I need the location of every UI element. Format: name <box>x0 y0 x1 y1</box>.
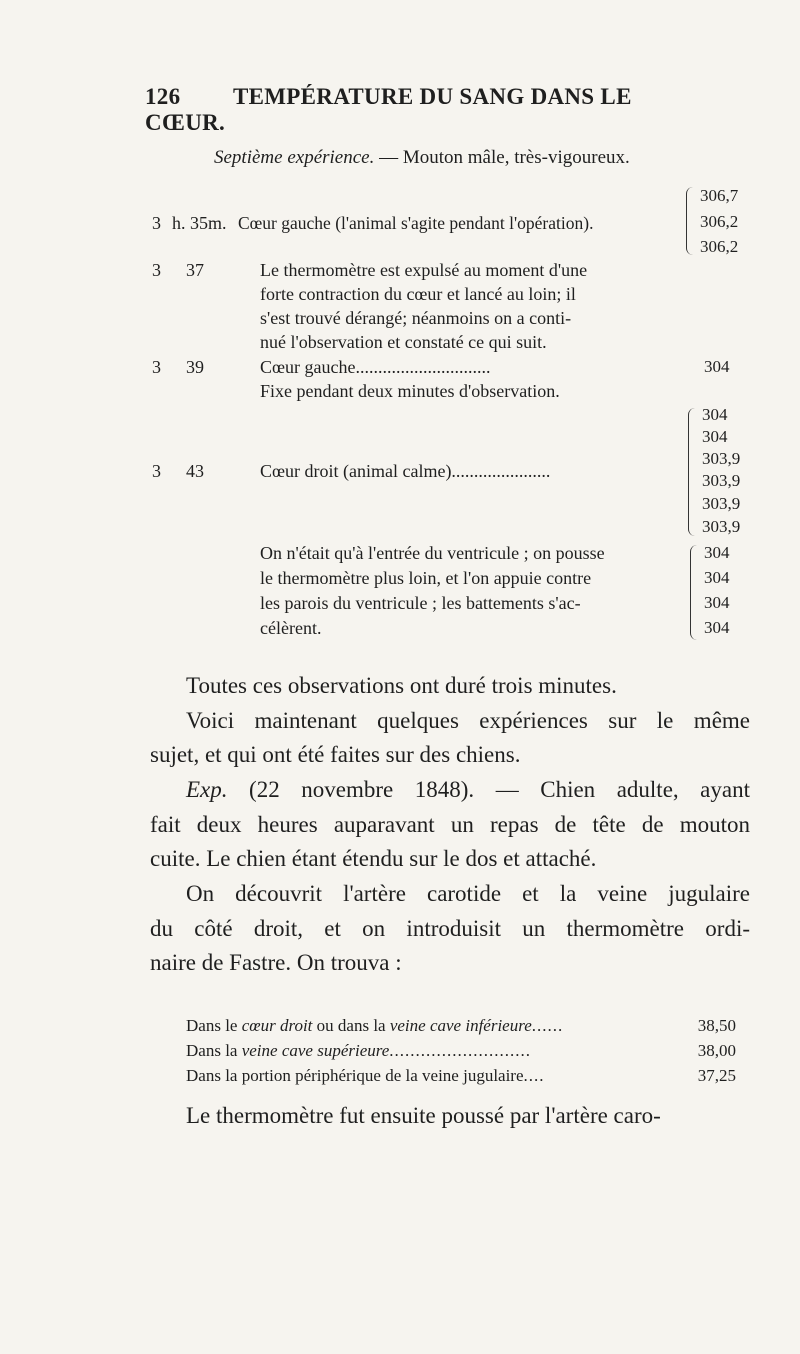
carotid-line-3: naire de Fastre. On trouva : <box>150 950 402 976</box>
measurement-row-3 <box>186 1066 736 1086</box>
reading-3-value: 304 <box>704 357 730 376</box>
reading-4-brace <box>688 408 695 536</box>
final-line: Le thermomètre fut ensuite poussé par l'artère caro- <box>186 1103 661 1128</box>
reading-1-value-2: 306,2 <box>700 212 739 231</box>
ventricle-note-line-1: On n'était qu'à l'entrée du ventricule ; on pousse <box>260 543 605 563</box>
running-header <box>145 84 685 136</box>
page-number: 126 <box>145 84 181 109</box>
reading-2-line-2: forte contraction du cœur et lancé au loin; il <box>260 284 576 304</box>
body-line-3: sujet, et qui ont été faites sur des chiens. <box>150 742 521 768</box>
reading-4-value-6: 303,9 <box>702 517 741 536</box>
measurement-2-label: Dans la veine cave supérieure <box>186 1041 390 1060</box>
reading-3-text: Cœur gauche.............................. <box>260 357 491 377</box>
experiment-title <box>214 147 630 169</box>
body-paragraph-carotid <box>150 877 750 981</box>
reading-2-line-3: s'est trouvé dérangé; néanmoins on a conti- <box>260 308 572 328</box>
reading-4-value-2: 304 <box>702 427 728 446</box>
measurement-row-2 <box>186 1041 736 1061</box>
reading-3-minute: 39 <box>186 357 204 377</box>
reading-2-hour: 3 <box>152 260 161 280</box>
measurement-3-label: Dans la portion périphérique de la veine jugulaire <box>186 1066 524 1085</box>
exp-line-1 <box>150 773 750 808</box>
carotid-line-1: On découvrit l'artère carotide et la veine jugulaire <box>186 881 750 906</box>
reading-3-hour: 3 <box>152 357 161 377</box>
ventricle-note-value-4: 304 <box>704 618 730 637</box>
body-line-2: Voici maintenant quelques expériences sur le même <box>186 707 750 733</box>
running-title: TEMPÉRATURE DU SANG DANS LE CŒUR. <box>145 84 632 135</box>
reading-4-value-4: 303,9 <box>702 471 741 490</box>
measurement-2-value: 38,00 <box>697 1041 736 1060</box>
reading-3-note: Fixe pendant deux minutes d'observation. <box>260 381 560 401</box>
reading-4-hour: 3 <box>152 461 161 481</box>
reading-2-minute: 37 <box>186 260 204 280</box>
measurement-1-dots: ...... <box>531 1016 564 1035</box>
reading-2-line-1: Le thermomètre est expulsé au moment d'une <box>260 260 588 280</box>
experiment-label: Septième expérience. <box>214 147 375 168</box>
exp-line-1-text: (22 novembre 1848). — Chien adulte, ayant <box>227 777 750 802</box>
reading-1-value-3: 306,2 <box>700 237 739 256</box>
experiment-subject: — Mouton mâle, très-vigoureux. <box>374 147 630 168</box>
carotid-line-2: du côté droit, et on introduisit un thermomètre ordi- <box>150 915 750 941</box>
reading-2-line-4: nué l'observation et constaté ce qui suit. <box>260 332 547 352</box>
measurement-row-1 <box>186 1016 736 1036</box>
ventricle-note-brace <box>690 545 697 640</box>
reading-1-text: Cœur gauche (l'animal s'agite pendant l'opération). <box>238 213 594 233</box>
body-paragraph-exp <box>150 773 750 877</box>
body-paragraph-summary <box>150 669 750 773</box>
measurement-3-dots: .... <box>523 1066 545 1085</box>
reading-1-minute: h. 35m. <box>172 213 227 233</box>
ventricle-note-line-3: les parois du ventricule ; les battements s'ac- <box>260 593 581 613</box>
reading-1-value-1: 306,7 <box>700 186 739 205</box>
body-line-1: Toutes ces observations ont duré trois minutes. <box>186 673 617 698</box>
ventricle-note-value-3: 304 <box>704 593 730 612</box>
measurement-3-value: 37,25 <box>697 1066 736 1085</box>
measurement-2-dots: ........................... <box>389 1041 532 1060</box>
ventricle-note-line-4: célèrent. <box>260 618 322 638</box>
ventricle-note-line-2: le thermomètre plus loin, et l'on appuie contre <box>260 568 592 588</box>
reading-1-hour: 3 <box>152 213 161 233</box>
measurement-1-label: Dans le cœur droit ou dans la veine cave inférieure <box>186 1016 532 1035</box>
exp-label: Exp. <box>186 777 228 802</box>
reading-1-brace <box>686 187 693 255</box>
exp-line-2: fait deux heures auparavant un repas de tête de mouton <box>150 811 750 837</box>
reading-4-minute: 43 <box>186 461 204 481</box>
measurement-1-value: 38,50 <box>697 1016 736 1035</box>
reading-4-value-1: 304 <box>702 405 728 424</box>
reading-4-text: Cœur droit (animal calme)...................... <box>260 461 551 481</box>
ventricle-note-value-1: 304 <box>704 543 730 562</box>
reading-4-value-5: 303,9 <box>702 494 741 513</box>
exp-line-3: cuite. Le chien étant étendu sur le dos et attaché. <box>150 846 597 872</box>
ventricle-note-value-2: 304 <box>704 568 730 587</box>
reading-4-value-3: 303,9 <box>702 449 741 468</box>
